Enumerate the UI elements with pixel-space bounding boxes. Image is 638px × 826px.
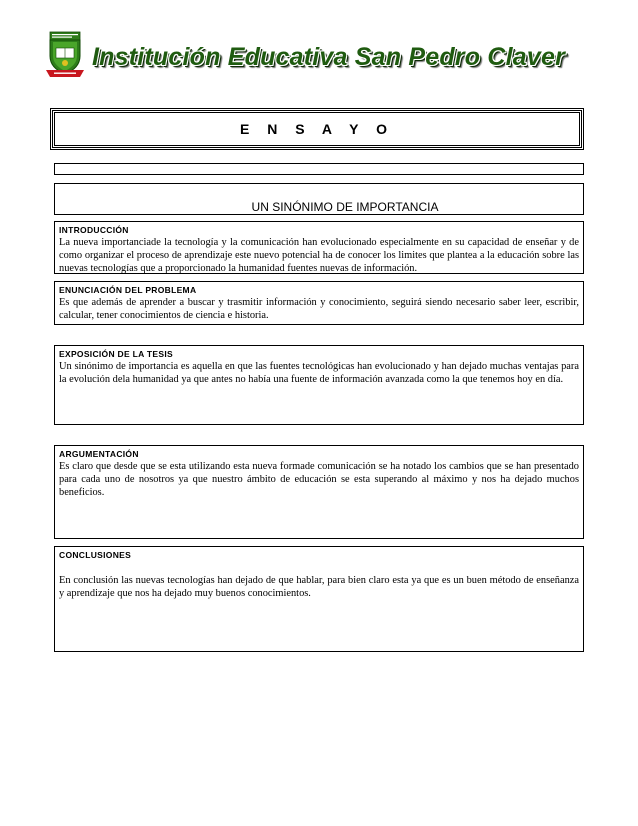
institution-name: Institución Educativa San Pedro Claver	[92, 43, 566, 71]
section-heading: ARGUMENTACIÓN	[59, 449, 139, 459]
section-heading: CONCLUSIONES	[59, 550, 132, 560]
section-text: Un sinónimo de importancia es aquella en que las fuentes tecnológicas han evolucionado y han dejado muchas ventajas para la evolución dela humanidad ya que antes no había una fuente de información avanzada como la que tenemos hoy en día.	[59, 361, 579, 385]
section-heading: INTRODUCCIÓN	[59, 225, 129, 235]
section-heading: ENUNCIACIÓN DEL PROBLEMA	[59, 285, 197, 295]
spacer-box	[54, 163, 584, 175]
section-heading: EXPOSICIÓN DE LA TESIS	[59, 349, 173, 359]
section-text: En conclusión las nuevas tecnologías han dejado de que hablar, para bien claro esta ya que es un buen método de enseñanza y aprendizaje que nos ha dejado muy buenos conocimientos.	[59, 575, 579, 599]
section-argumentacion	[54, 445, 584, 539]
essay-title: UN SINÓNIMO DE IMPORTANCIA	[251, 200, 439, 214]
section-text: Es que además de aprender a buscar y trasmitir información y conocimiento, seguirá siendo necesario saber leer, escribir, calcular, tener conocimientos de ciencia e historia.	[59, 297, 579, 321]
document-type-box	[52, 110, 582, 148]
section-text: Es claro que desde que se esta utilizando esta nueva formade comunicación se ha notado los cambios que se han presentado para cada uno de nosotros ya que nuestro ámbito de educación se esta superando al máximo y nos ha dejado muchos beneficios.	[59, 461, 579, 498]
essay-title-box	[54, 183, 584, 215]
section-exposicion	[54, 345, 584, 425]
section-conclusiones	[54, 546, 584, 652]
document-type-label: E N S A Y O	[239, 121, 395, 137]
section-enunciacion	[54, 281, 584, 325]
school-crest-icon	[44, 30, 86, 80]
section-introduccion	[54, 221, 584, 274]
section-text: La nueva importanciade la tecnología y la comunicación han evolucionado especialmente en su capacidad de enseñar y de como organizar el proceso de aprendizaje este nuevo potencial ha de conocer los limites que plantea a la educación sobre las nuevas tecnologías que a proporcionado la humanidad fuentes nuevas de información.	[59, 237, 579, 274]
